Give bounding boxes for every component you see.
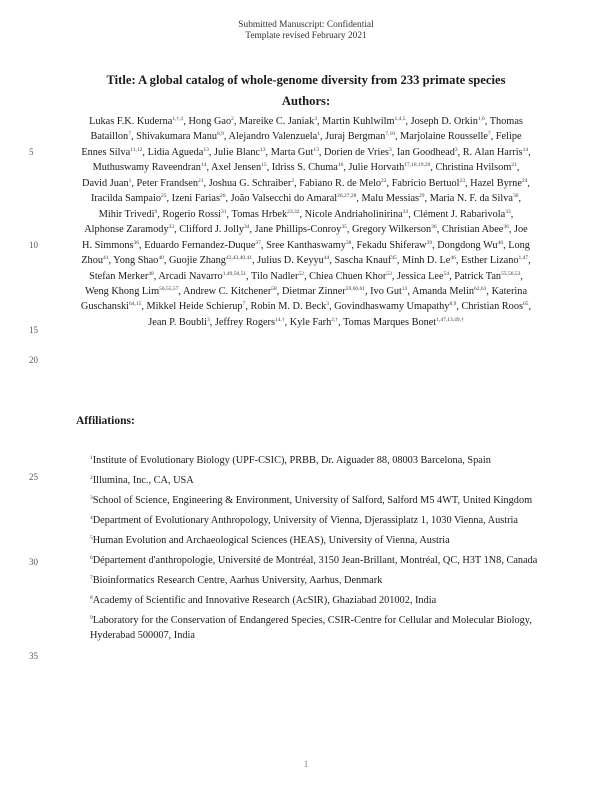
author-name: Christian Roos	[461, 301, 523, 313]
author-name: Jane Phillips-Conroy	[254, 224, 342, 236]
author-name: Ian Goodhead	[396, 146, 455, 158]
author-name: Thomas Bataillon	[90, 116, 523, 143]
author-name: Chiea Chuen Khor	[309, 270, 387, 282]
author-affiliation-marker: 23	[459, 177, 465, 184]
author-affiliation-marker: 1,47,13,49,†	[436, 316, 464, 323]
author-name: Weng Khong Lim	[84, 285, 160, 297]
author-entry	[209, 178, 294, 189]
author-affiliation-marker: 1	[317, 131, 320, 138]
author-affiliation-marker: 26	[220, 193, 226, 200]
author-name: Shivakumara Manu	[136, 131, 218, 143]
author-affiliation-marker: 2,†	[331, 316, 339, 323]
author-entry	[255, 224, 347, 235]
author-name: Eduardo Fernandez-Duque	[144, 239, 256, 251]
affiliation-item	[90, 513, 550, 528]
author-entry	[82, 178, 131, 189]
author-affiliation-marker: 22	[381, 177, 387, 184]
author-affiliation-marker: 29	[419, 193, 425, 200]
author-name: Fabrício Bertuol	[391, 177, 460, 189]
author-name: Govindhaswamy Umapathy	[334, 301, 450, 313]
affiliation-number: 7	[90, 575, 93, 581]
author-affiliation-marker: 14	[200, 162, 207, 169]
affiliation-text: Academy of Scientific and Innovative Research (AcSIR), Ghaziabad 201002, India	[92, 595, 437, 606]
author-affiliation-marker: 62,63	[474, 285, 487, 292]
affiliation-item	[90, 573, 550, 588]
paper-title: Title: A global catalog of whole-genome diversity from 233 primate species	[106, 73, 506, 87]
author-affiliation-marker: 40	[497, 239, 504, 246]
affiliation-number: 3	[90, 495, 93, 501]
affiliation-number: 2	[90, 475, 93, 481]
author-entry	[137, 178, 204, 189]
author-affiliation-marker: 16	[337, 162, 344, 169]
author-name: Hazel Byrne	[470, 177, 522, 189]
author-entry	[91, 193, 167, 204]
author-affiliation-marker: 26,27,28	[337, 193, 357, 200]
author-affiliation-marker: 7	[128, 131, 131, 138]
author-name: Fekadu Shiferaw	[356, 239, 427, 251]
author-entry	[397, 271, 449, 282]
author-name: Dongdong Wu	[437, 239, 498, 251]
authors-heading: Authors:	[281, 94, 331, 108]
author-affiliation-marker: 55,56,53	[501, 270, 521, 277]
author-affiliation-marker: 34	[244, 224, 250, 231]
author-name: Malu Messias	[361, 193, 420, 205]
affiliation-text: Département d'anthropologie, Université de Montréal, 3150 Jean-Brillant, Montréal, QC, H3T 1N8, Canada	[92, 555, 538, 566]
author-affiliation-marker: 39	[426, 239, 433, 246]
affiliation-item	[90, 593, 550, 608]
author-entry	[148, 317, 209, 328]
author-affiliation-marker: 56,55,57	[159, 285, 179, 292]
author-affiliation-marker: 53	[386, 270, 392, 277]
author-entry	[162, 209, 226, 220]
author-affiliation-marker: 33	[402, 208, 409, 215]
author-entry	[305, 209, 409, 220]
author-name: Marjolaine Rousselle	[400, 131, 488, 143]
author-affiliation-marker: 37	[255, 239, 261, 246]
author-name: Jean P. Boubli	[148, 316, 207, 328]
author-name: Martin Kuhlwilm	[322, 116, 395, 127]
author-entry	[144, 240, 261, 251]
author-name: Hong Gao	[188, 116, 232, 127]
author-entry	[84, 224, 174, 235]
author-affiliation-marker: 48	[148, 270, 154, 277]
affiliation-number: 9	[90, 615, 93, 621]
author-affiliation-marker: 25	[161, 193, 167, 200]
line-number: 20	[29, 355, 38, 365]
author-entry	[322, 116, 405, 127]
author-affiliation-marker: 36	[133, 239, 140, 246]
author-name: Mareike C. Janiak	[239, 116, 315, 127]
running-header	[0, 20, 612, 42]
author-entry	[442, 224, 509, 235]
author-name: Sascha Knauf	[334, 255, 392, 267]
affiliation-item	[90, 473, 550, 488]
author-entry	[183, 286, 277, 297]
author-entry	[362, 193, 425, 204]
author-entry	[290, 317, 338, 328]
author-affiliation-marker: 15	[261, 162, 267, 169]
author-affiliation-marker: 44	[323, 255, 330, 262]
author-affiliation-marker: 7	[487, 131, 491, 138]
author-affiliation-marker: 1,4,5	[394, 116, 406, 122]
page-number: 1	[303, 760, 309, 770]
author-affiliation-marker: 21	[198, 177, 204, 184]
author-entry	[461, 301, 528, 312]
author-entry	[402, 255, 456, 266]
author-name: Mihir Trivedi	[98, 208, 155, 220]
line-number: 30	[29, 557, 38, 567]
affiliation-item	[90, 613, 550, 643]
author-affiliation-marker: 1,†,‡	[172, 116, 184, 122]
author-entry	[214, 147, 266, 158]
author-name: Iracilda Sampaio	[90, 193, 162, 205]
author-entry	[229, 131, 320, 142]
author-name: Jeffrey Rogers	[214, 316, 275, 328]
author-entry	[357, 240, 433, 251]
author-name: Julius D. Keyyu	[257, 255, 324, 267]
affiliation-text: Department of Evolutionary Anthropology, University of Vienna, Djerassiplatz 1, 1030 Vienna, Austria	[92, 515, 518, 526]
author-name: Katerina Guschanski	[80, 285, 528, 313]
author-name: Felipe Ennes Silva	[81, 131, 522, 158]
affiliation-text: School of Science, Engineering & Environment, University of Salford, Salford M5 4WT, United Kingdom	[92, 495, 533, 506]
author-entry	[299, 178, 386, 189]
author-entry	[251, 301, 330, 312]
author-affiliation-marker: 8,9	[449, 301, 457, 308]
author-name: Peter Frandsen	[136, 177, 199, 189]
author-affiliation-marker: 58	[271, 285, 277, 292]
line-number: 35	[29, 651, 38, 661]
author-affiliation-marker: 14	[522, 146, 529, 153]
affiliation-item	[90, 493, 550, 508]
author-name: Lukas F.K. Kuderna	[89, 116, 173, 127]
author-name: Minh D. Le	[402, 255, 451, 267]
author-name: Lidia Agueda	[147, 146, 204, 158]
author-affiliation-marker: 45	[391, 255, 397, 262]
author-affiliation-marker: 1,6	[477, 116, 485, 122]
author-name: Axel Jensen	[211, 162, 262, 174]
author-entry	[334, 255, 396, 266]
affiliation-text: Institute of Evolutionary Biology (UPF-CSIC), PRBB, Dr. Aiguader 88, 08003 Barcelona, Spain	[92, 455, 491, 466]
author-name: Christian Abee	[441, 224, 504, 236]
author-name: Clifford J. Jolly	[179, 224, 245, 236]
author-affiliation-marker: 9	[154, 208, 158, 215]
author-affiliation-marker: 13	[401, 285, 408, 292]
author-affiliation-marker: 14,†	[275, 316, 285, 323]
author-name: Joseph D. Orkin	[410, 116, 478, 127]
author-entry	[343, 317, 464, 328]
author-affiliation-marker: 1	[128, 177, 132, 184]
line-number: 15	[29, 325, 38, 335]
author-name: João Valsecchi do Amaral	[230, 193, 338, 205]
author-name: Sree Kanthaswamy	[266, 239, 346, 251]
author-name: Julie Horvath	[348, 162, 405, 174]
author-name: Gregory Wilkerson	[352, 224, 432, 236]
author-entry	[169, 255, 252, 266]
affiliation-text: Illumina, Inc., CA, USA	[92, 475, 194, 486]
author-affiliation-marker: 23,32	[287, 208, 300, 215]
author-entry	[89, 116, 183, 127]
affiliation-list	[90, 453, 550, 648]
author-entry	[257, 255, 329, 266]
author-name: Esther Lizano	[461, 255, 519, 267]
affiliation-number: 5	[90, 535, 93, 541]
author-name: Juraj Bergman	[325, 131, 386, 143]
header-line-1: Submitted Manuscript: Confidential	[238, 20, 374, 30]
author-entry	[412, 286, 486, 297]
author-affiliation-marker: 11,12	[130, 146, 143, 153]
author-entry	[215, 317, 285, 328]
author-entry	[309, 271, 392, 282]
author-entry	[463, 147, 528, 158]
affiliation-number: 4	[90, 515, 93, 521]
author-affiliation-marker: 3	[326, 301, 330, 308]
author-entry	[400, 131, 491, 142]
author-name: Alejandro Valenzuela	[228, 131, 318, 143]
author-entry	[147, 301, 246, 312]
author-entry	[232, 209, 300, 220]
author-entry	[99, 209, 158, 220]
author-affiliation-marker: 13	[313, 146, 319, 153]
line-number: 25	[29, 472, 38, 482]
author-entry	[411, 116, 485, 127]
affiliation-text: Human Evolution and Archaeological Sciences (HEAS), University of Vienna, Austria	[92, 535, 450, 546]
author-name: Clément J. Rabarivola	[413, 208, 506, 220]
author-affiliation-marker: 2	[291, 177, 295, 184]
author-entry	[470, 178, 527, 189]
author-entry	[239, 116, 317, 127]
author-list: Lukas F.K. Kuderna$^{1,\dagger,\ddagger}$, Hong Gao$^2$, Mareike C. Janiak$^3$, Martin Kuhlwilm$^{1,4,5}$, Joseph D. Orkin$^{1,6}$, Thomas Bataillon$^7$, Shivakumara Manu$^{8,9}$, Alejandro Valenzuela$^1$, Juraj Bergman$^{7,10}$, Marjolaine Rousselle$^7$, Felipe Ennes Silva$^{11,12}$, Lidia Agueda$^{13}$, Julie Blanc$^{13}$, Marta Gut$^{13}$, Dorien de Vries$^3$, Ian Goodhead$^3$, R. Alan Harris$^{14}$, Muthuswamy Raveendran$^{14}$, Axel Jensen$^{15}$, Idriss S. Chuma$^{16}$, Julie Horvath$^{17,18,19,20}$, Christina Hvilsom$^{21}$, David Juan$^1$, Peter Frandsen$^{21}$, Joshua G. Schraiber$^2$, Fabiano R. de Melo$^{22}$, Fabrício Bertuol$^{23}$, Hazel Byrne$^{24}$, Iracilda Sampaio$^{25}$, Izeni Farias$^{26}$, João Valsecchi do Amaral$^{26,27,28}$, Malu Messias$^{29}$, Maria N. F. da Silva$^{30}$, Mihir Trivedi$^9$, Rogerio Rossi$^{31}$, Tomas Hrbek$^{23,32}$, Nicole Andriaholinirina$^{33}$, Clément J. Rabarivola$^{33}$, Alphonse Zaramody$^{33}$, Clifford J. Jolly$^{34}$, Jane Phillips-Conroy$^{35}$, Gregory Wilkerson$^{36}$, Christian Abee$^{36}$, Joe H. Simmons$^{36}$, Eduardo Fernandez-Duque$^{37}$, Sree Kanthaswamy$^{38}$, Fekadu Shiferaw$^{39}$, Dongdong Wu$^{40}$, Long Zhou$^{41}$, Yong Shao$^{40}$, Guojie Zhang$^{42,43,40,41}$, Julius D. Keyyu$^{44}$, Sascha Knauf$^{45}$, Minh D. Le$^{46}$, Esther Lizano$^{1,47}$, Stefan Merker$^{48}$, Arcadi Navarro$^{1,49,50,51}$, Tilo Nadler$^{52}$, Chiea Chuen Khor$^{53}$, Jessica Lee$^{54}$, Patrick Tan$^{55,56,53}$, Weng Khong Lim$^{56,55,57}$, Andrew C. Kitchener$^{58}$, Dietmar Zinner$^{59,60,61}$, Ivo Gut$^{13}$, Amanda Melin$^{62,63}$, Katerina Guschanski$^{64,15}$, Mikkel Heide Schierup$^7$, Robin M. D. Beck$^3$, Govindhaswamy Umapathy$^{8,9}$, Christian Roos$^{65}$, Jean P. Boubli$^3$, Jeffrey Rogers$^{14,\dagger}$, Kyle Farh$^{2,\dagger}$, Tomas Marques Bonet$^{1,47,13,49,\dagger}$	[80, 116, 532, 328]
author-name: Marta Gut	[270, 146, 314, 158]
affiliations-heading: Affiliations:	[76, 415, 135, 427]
author-affiliation-marker: 13	[260, 146, 266, 153]
author-name: Andrew C. Kitchener	[182, 285, 272, 297]
author-entry	[136, 131, 224, 142]
author-name: Julie Blanc	[214, 146, 261, 158]
author-name: Tomas Hrbek	[231, 208, 288, 220]
affiliation-number: 6	[90, 555, 93, 561]
author-name: Izeni Farias	[171, 193, 220, 205]
author-name: Ivo Gut	[370, 285, 402, 297]
author-entry	[454, 271, 520, 282]
author-entry	[436, 162, 517, 173]
author-affiliation-marker: 46	[450, 255, 456, 262]
author-name: Dorien de Vries	[323, 146, 389, 158]
author-affiliation-marker: 24	[521, 177, 528, 184]
author-affiliation-marker: 36	[503, 224, 509, 231]
author-affiliation-marker: 13	[203, 146, 209, 153]
author-name: Robin M. D. Beck	[250, 301, 327, 313]
author-affiliation-marker: 40	[158, 255, 164, 262]
author-affiliation-marker: 30	[512, 193, 519, 200]
author-name: Arcadi Navarro	[158, 270, 223, 282]
author-affiliation-marker: 42,43,40,41	[225, 255, 253, 262]
affiliation-item	[90, 553, 550, 568]
author-entry	[89, 271, 154, 282]
author-name: David Juan	[82, 177, 129, 189]
line-number: 5	[29, 147, 34, 157]
author-name: Nicole Andriaholinirina	[304, 208, 403, 220]
author-entry	[334, 301, 456, 312]
author-entry	[437, 240, 503, 251]
author-entry	[188, 116, 233, 127]
author-name: Yong Shao	[113, 255, 159, 267]
author-entry	[282, 286, 365, 297]
author-name: Dietmar Zinner	[281, 285, 346, 297]
author-entry	[352, 224, 437, 235]
author-name: Long Zhou	[81, 239, 530, 267]
author-affiliation-marker: 1,49,50,51	[222, 270, 247, 277]
author-affiliation-marker: 3	[388, 146, 392, 153]
author-affiliation-marker: 41	[103, 255, 109, 262]
affiliation-text: Laboratory for the Conservation of Endangered Species, CSIR-Centre for Cellular and Molecular Biology, Hyderabad 500007, India	[90, 615, 532, 641]
affiliation-number: 1	[90, 455, 93, 461]
author-name: Tilo Nadler	[251, 270, 299, 282]
author-name: Muthuswamy Raveendran	[92, 162, 201, 174]
line-number: 10	[29, 240, 38, 250]
author-entry	[172, 193, 226, 204]
author-affiliation-marker: 7,10	[385, 131, 395, 138]
author-name: R. Alan Harris	[462, 146, 523, 158]
author-entry	[348, 162, 430, 173]
author-name: Jessica Lee	[396, 270, 444, 282]
author-entry	[85, 286, 178, 297]
author-name: Alphonse Zaramody	[84, 224, 169, 236]
author-entry	[113, 255, 164, 266]
author-affiliation-marker: 3	[314, 116, 317, 122]
author-entry	[392, 178, 465, 189]
author-name: Christina Hvilsom	[435, 162, 512, 174]
author-entry	[325, 131, 395, 142]
author-name: Stefan Merker	[89, 270, 149, 282]
author-name: Joshua G. Schraiber	[208, 177, 292, 189]
author-affiliation-marker: 35	[341, 224, 347, 231]
author-affiliation-marker: 33	[168, 224, 175, 231]
author-affiliation-marker: 52	[298, 270, 304, 277]
author-affiliation-marker: 3	[454, 146, 458, 153]
author-entry	[271, 147, 319, 158]
author-affiliation-marker: 64,15	[128, 301, 142, 308]
author-name: Fabiano R. de Melo	[299, 177, 382, 189]
author-entry	[266, 240, 351, 251]
author-affiliation-marker: 33	[505, 208, 511, 215]
author-name: Rogerio Rossi	[162, 208, 222, 220]
author-name: Tomas Marques Bonet	[343, 316, 437, 328]
author-affiliation-marker: 54	[443, 270, 450, 277]
author-affiliation-marker: 31	[221, 208, 227, 215]
author-affiliation-marker: 8,9	[217, 131, 224, 138]
author-affiliation-marker: 36	[431, 224, 437, 231]
author-affiliation-marker: 17,18,19,20	[404, 162, 431, 169]
author-name: Amanda Melin	[411, 285, 475, 297]
author-entry	[461, 255, 528, 266]
author-entry	[324, 147, 392, 158]
author-name: Guojie Zhang	[168, 255, 226, 267]
author-name: Kyle Farh	[289, 316, 332, 328]
author-name: Joe H. Simmons	[82, 224, 528, 251]
author-affiliation-marker: 65	[522, 301, 529, 308]
author-affiliation-marker: 38	[345, 239, 352, 246]
header-line-2: Template revised February 2021	[245, 31, 367, 41]
author-name: Idriss S. Chuma	[271, 162, 338, 174]
author-name: Patrick Tan	[454, 270, 502, 282]
author-entry	[430, 193, 519, 204]
affiliation-number: 8	[90, 595, 93, 601]
author-entry	[397, 147, 458, 158]
author-entry	[413, 209, 510, 220]
author-entry	[158, 271, 246, 282]
author-entry	[251, 271, 304, 282]
author-name: Mikkel Heide Schierup	[146, 301, 243, 313]
author-entry	[370, 286, 407, 297]
affiliation-item	[90, 533, 550, 548]
author-affiliation-marker: 59,60,61	[345, 285, 365, 292]
author-entry	[148, 147, 209, 158]
affiliation-item	[90, 453, 550, 468]
author-affiliation-marker: 3	[206, 316, 210, 323]
affiliation-text: Bioinformatics Research Centre, Aarhus University, Aarhus, Denmark	[92, 575, 383, 586]
author-affiliation-marker: 21	[511, 162, 517, 169]
author-entry	[211, 162, 267, 173]
author-entry	[179, 224, 249, 235]
author-entry	[231, 193, 357, 204]
author-name: Maria N. F. da Silva	[429, 193, 513, 205]
author-affiliation-marker: 7	[242, 301, 246, 308]
author-entry	[272, 162, 344, 173]
author-affiliation-marker: 1,47	[518, 255, 529, 262]
author-affiliation-marker: 2	[231, 116, 234, 122]
author-entry	[93, 162, 207, 173]
